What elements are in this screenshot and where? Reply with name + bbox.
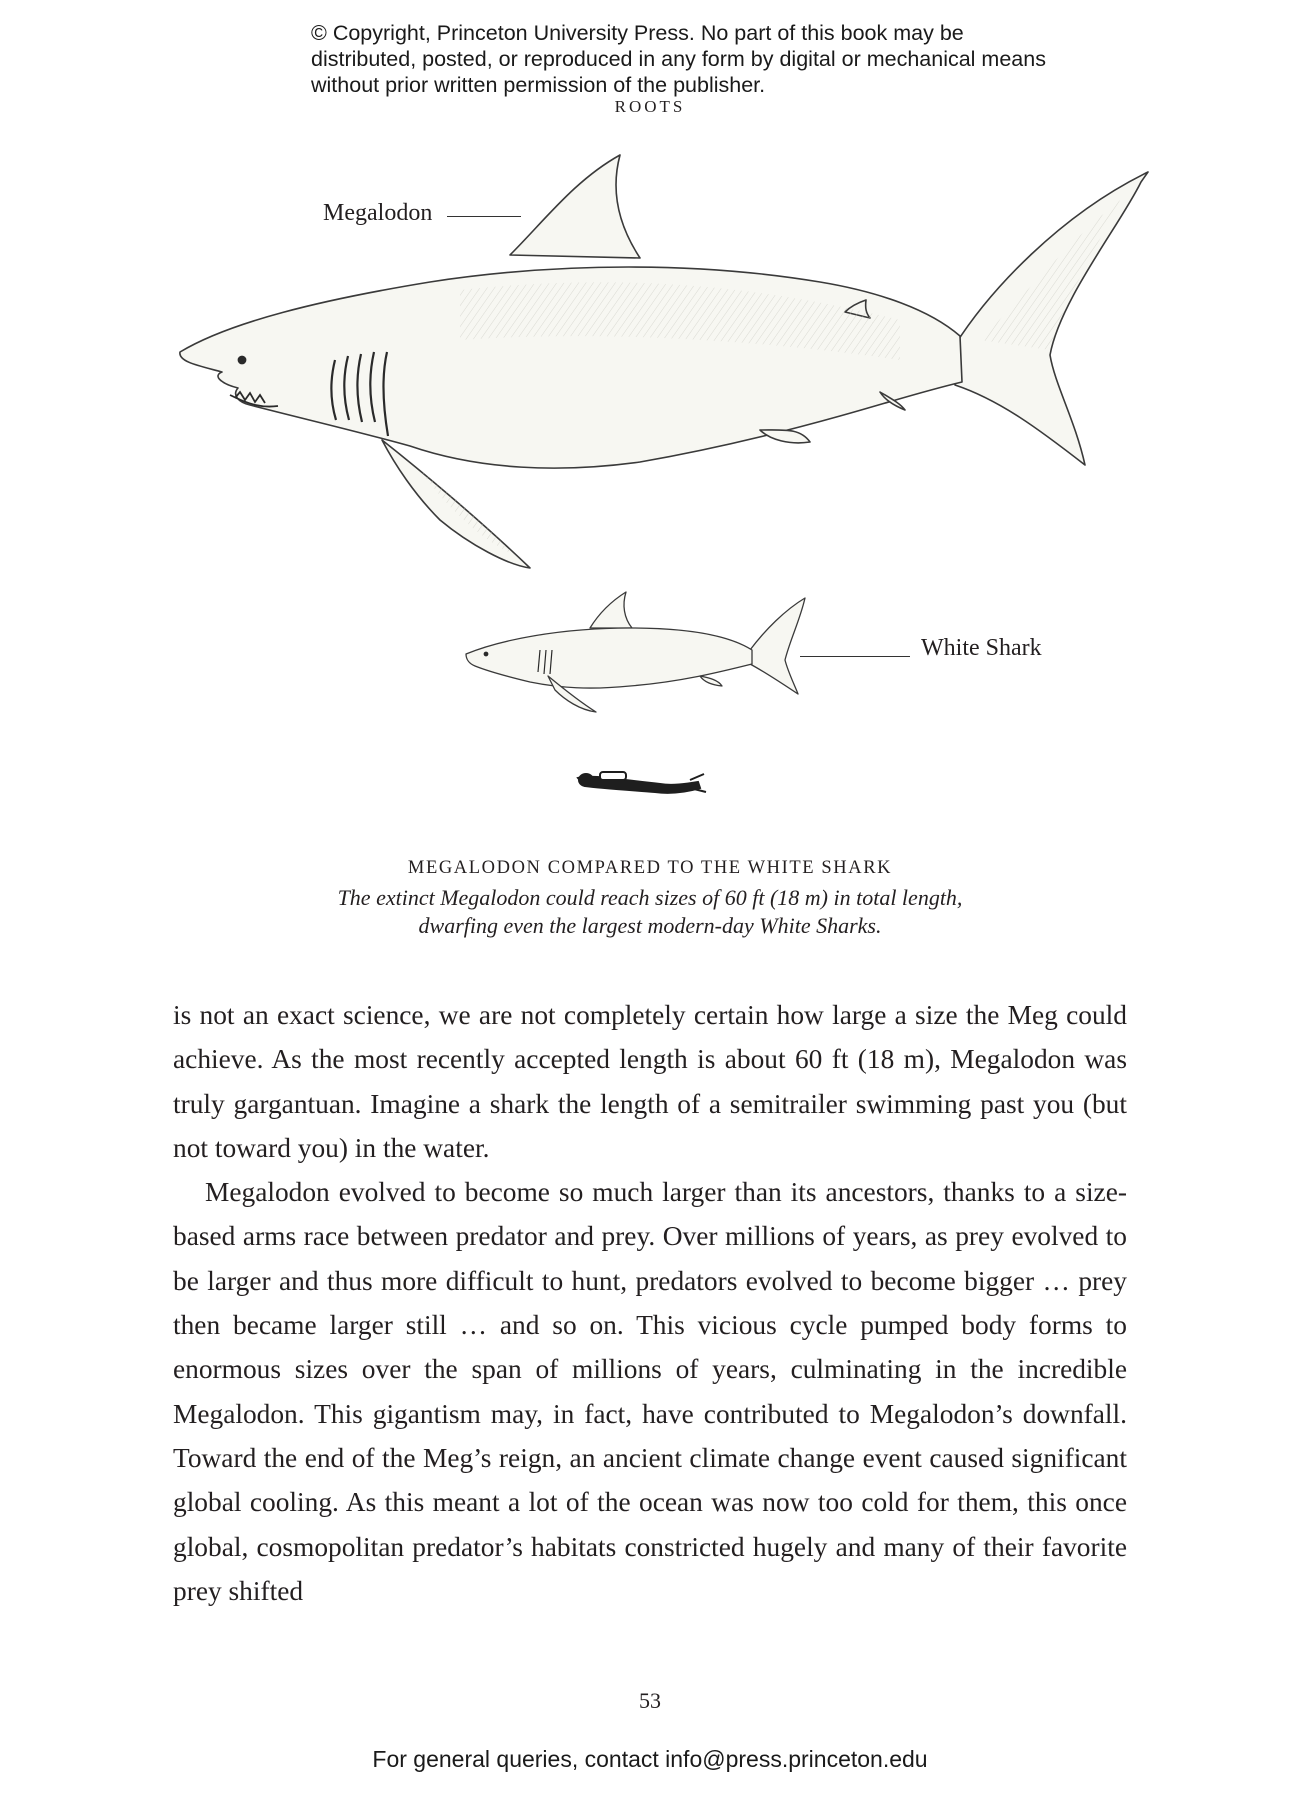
white-shark-label: White Shark — [921, 635, 1042, 661]
megalodon-label: Megalodon — [323, 200, 433, 226]
white-shark-leader-line — [800, 656, 910, 657]
white-shark-drawing — [466, 592, 805, 712]
paragraph-1: is not an exact science, we are not completely certain how large a size the Meg could achieve. As the most recently accepted length is about 60 ft (18 m), Megalodon was truly gargantuan. Imagine a shark the length of a semitrailer swimming past you (but not toward you) in the water. — [173, 1000, 1127, 1163]
figure-caption-text — [0, 884, 1300, 940]
figure-caption-title: MEGALODON COMPARED TO THE WHITE SHARK — [407, 858, 893, 878]
caption-line-1: The extinct Megalodon could reach sizes of 60 ft (18 m) in total length, — [337, 885, 963, 910]
paragraph-2: Megalodon evolved to become so much larger than its ancestors, thanks to a size-based arms race between predator and prey. Over millions of years, as prey evolved to be larger and thus more difficult to hunt, predators evolved to become bigger … prey then became larger still … and so on. This vicious cycle pumped body forms to enormous sizes over the span of millions of years, culminating in the incredible Megalodon. This gigantism may, in fact, have contributed to Megalodon’s downfall. Toward the end of the Meg’s reign, an ancient climate change event caused significant global cooling. As this meant a lot of the ocean was now too cold for them, this once global, cosmopolitan predator’s habitats constricted hugely and many of their favorite prey shifted — [173, 1177, 1127, 1606]
diver-drawing — [578, 772, 706, 793]
copyright-notice: © Copyright, Princeton University Press. No part of this book may be distributed, posted, or reproduced in any form by digital or mechanical means without prior written permission of the publisher. — [311, 21, 1046, 97]
running-head: ROOTS — [614, 97, 686, 116]
caption-line-2: dwarfing even the largest modern-day White Sharks. — [418, 913, 882, 938]
body-text — [173, 993, 1127, 1613]
page-number: 53 — [639, 1688, 661, 1713]
footer-contact: For general queries, contact info@press.princeton.edu — [372, 1746, 928, 1772]
megalodon-leader-line — [447, 216, 521, 217]
